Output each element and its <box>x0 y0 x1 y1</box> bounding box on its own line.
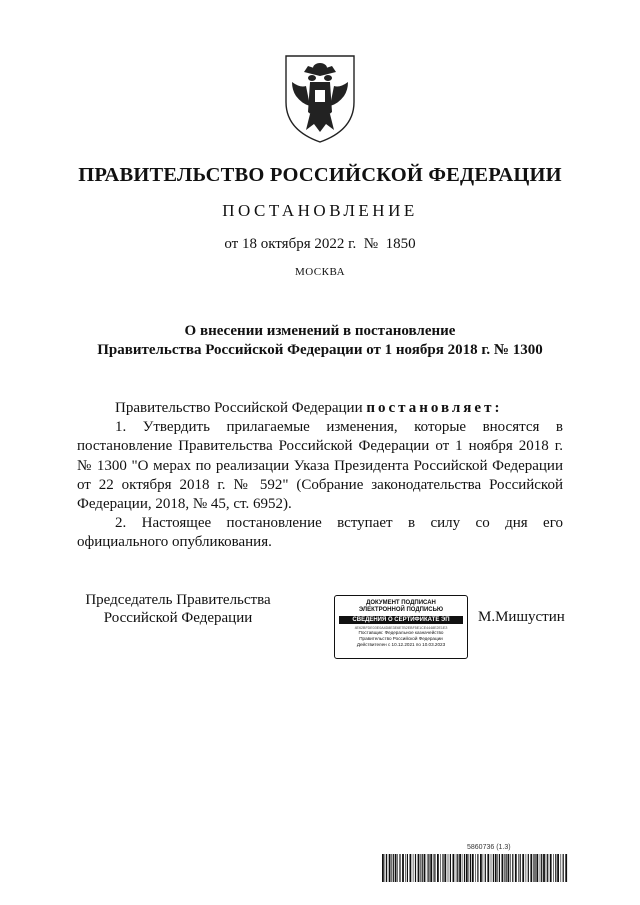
document-type: ПОСТАНОВЛЕНИЕ <box>222 201 418 220</box>
position-line-1: Председатель Правительства <box>85 592 271 608</box>
stamp-valid: Действителен с 10.12.2021 по 10.03.2023 <box>356 642 446 647</box>
position-line-2: Российской Федерации <box>103 610 253 626</box>
stamp-line-2: ЭЛЕКТРОННОЙ ПОДПИСЬЮ <box>358 607 444 613</box>
stamp-owner: Правительство Российской Федерации <box>359 636 443 641</box>
signer-position <box>78 591 278 627</box>
subject-line-2: Правительства Российской Федерации от 1 ноября 2018 г. № 1300 <box>97 342 543 358</box>
barcode-icon <box>382 854 568 882</box>
intro-text: Правительство Российской Федерации <box>115 400 367 416</box>
stamp-line-1: ДОКУМЕНТ ПОДПИСАН <box>366 600 436 606</box>
city: МОСКВА <box>294 266 346 278</box>
coat-of-arms-icon <box>280 52 360 144</box>
barcode-number: 5860736 (1.3) <box>467 844 511 851</box>
date-and-number: от 18 октября 2022 г. № 1850 <box>224 236 416 252</box>
intro-verb: постановляет: <box>366 400 503 416</box>
government-title: ПРАВИТЕЛЬСТВО РОССИЙСКОЙ ФЕДЕРАЦИИ <box>78 164 562 186</box>
stamp-serial: 4ЕК2ВFDЕ0ЗЕ0А4D8Е3Е6Е7В2ЕВF5Е1СЕ4448Е2Е1ЕЗ <box>354 626 448 630</box>
stamp-title <box>335 600 467 614</box>
subject-line-1: О внесении изменений в постановление <box>184 323 456 339</box>
electronic-signature-stamp <box>334 595 468 659</box>
intro-paragraph <box>77 399 563 418</box>
paragraph-item-2: 2. Настоящее постановление вступает в силу со дня его официального опубликования. <box>77 515 563 551</box>
stamp-header: СВЕДЕНИЯ О СЕРТИФИКАТЕ ЭП <box>339 616 463 624</box>
document-subject <box>60 322 580 360</box>
paragraph-item-1: 1. Утвердить прилагаемые изменения, которые вносятся в постановление Правительства Российской Федерации от 1 ноября 2018 г. № 1300 "О мерах по реализации Указа Президента Российской Федерации от 22 октября 2018 г. № 592" (Собрание законодательства Российской Федерации, 2018, № 45, ст. 6952). <box>77 419 563 513</box>
document-body <box>77 399 563 553</box>
stamp-supplier: Поставщик: Федеральное казначейство <box>358 630 444 635</box>
signer-name: М.Мишустин <box>478 609 565 625</box>
